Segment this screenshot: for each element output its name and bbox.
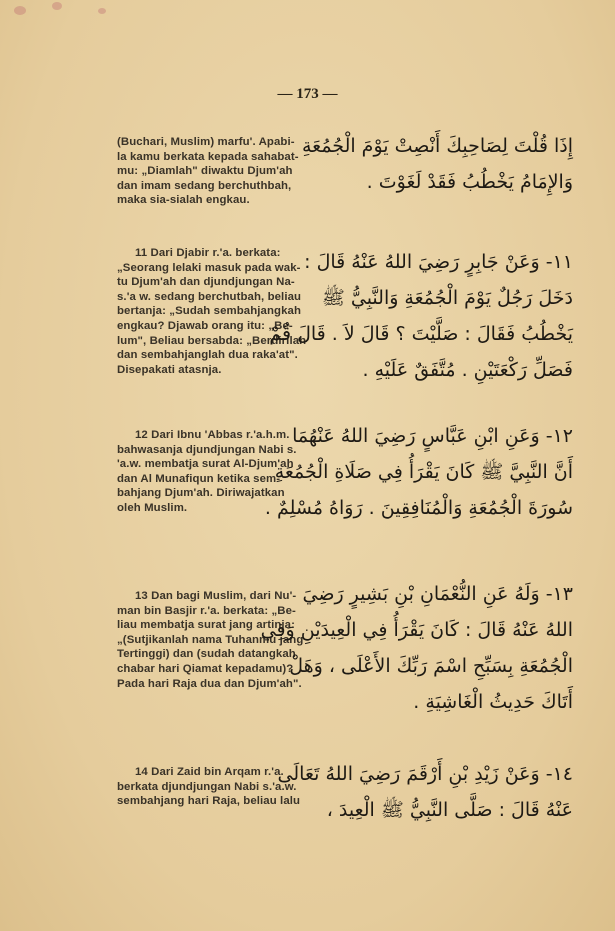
arabic-line: اللهُ عَنْهُ قَالَ : كَانَ يَقْرَأُ فِي الْعِيدَيْنِ وَفِي [260,619,573,641]
arabic-text [260,576,573,720]
text-line: (Buchari, Muslim) marfu'. Apabi- [117,136,295,148]
arabic-line: ١٢- وَعَنِ ابْنِ عَبَّاسٍ رَضِيَ اللهُ عَنْهُمَا [292,425,573,447]
hadith-number-line: 14 Dari Zaid bin Arqam r.'a. [135,766,284,778]
arabic-line: ١١- وَعَنْ جَابِرٍ رَضِيَ اللهُ عَنْهُ قَالَ : [304,251,573,273]
text-line: dan Al Munafiqun ketika sem- [117,472,281,485]
arabic-line: وَالإِمَامُ يَخْطُبُ فَقَدْ لَغَوْتَ . [366,171,573,193]
arabic-line: سُورَةَ الْجُمُعَةِ وَالْمُنَافِقِينَ . رَوَاهُ مُسْلِمٌ . [264,497,573,519]
arabic-line: ١٣- وَلَهُ عَنِ النُّعْمَانِ بْنِ بَشِيرٍ رَضِيَ [302,583,573,605]
text-line: bahjang Djum'ah. Diriwajatkan [117,487,285,500]
page-number: — 173 — [277,86,338,102]
text-line: dan imam sedang berchuthbah, [117,179,292,192]
arabic-line: أَتَاكَ حَدِيثُ الْغَاشِيَةِ . [413,691,573,713]
arabic-text [264,418,573,526]
hadith-number-line: 13 Dan bagi Muslim, dari Nu'- [135,590,297,602]
page-stain [98,8,106,14]
text-line: 'a.w. membatja surat Al-Djum'ah [117,458,294,471]
text-line: tu Djum'ah dan djundjungan Na- [117,276,295,289]
text-line: bertanja: „Sudah sembahjangkah [117,305,302,318]
arabic-text [277,756,573,828]
arabic-line: عَنْهُ قَالَ : صَلَّى النَّبِيُّ ﷺ الْعِيدَ ، [326,799,573,821]
text-line: Pada hari Raja dua dan Djum'ah". [117,677,302,690]
text-line: dan sembahjanglah dua raka'at". [117,349,298,362]
text-line: s.'a w. sedang berchutbah, beliau [117,290,302,303]
text-line: oleh Muslim. [117,501,188,514]
text-line: engkau? Djawab orang itu: „Be- [117,319,293,332]
arabic-line: ١٤- وَعَنْ زَيْدِ بْنِ أَرْقَمَ رَضِيَ اللهُ تَعَالَى [277,763,573,785]
latin-translation [117,246,335,377]
page-stain [52,2,62,10]
arabic-text [269,244,573,388]
text-line: „Seorang lelaki masuk pada wak- [117,261,301,274]
arabic-line: دَخَلَ رَجُلٌ يَوْمَ الْجُمُعَةِ وَالنَّبِيُّ ﷺ [321,287,573,309]
text-line: la kamu berkata kepada sahabat- [117,150,299,163]
arabic-line: فَصَلِّ رَكْعَتَيْنِ . مُتَّفَقٌ عَلَيْهِ . [362,359,573,381]
arabic-line: إِذَا قُلْتَ لِصَاحِبِكَ أَنْصِتْ يَوْمَ الْجُمُعَةِ [301,135,573,157]
text-line: maka sia-sialah engkau. [117,194,250,207]
text-line: berkata djundjungan Nabi s.'a.w. [117,780,297,793]
text-line: lum", Beliau bersabda: „Berdirilah [117,334,307,347]
arabic-text [301,128,573,200]
text-line: „(Sutjikanlah nama Tuhanmu jang [117,633,304,646]
page-stain [14,6,26,15]
text-line: Tertinggi) dan (sudah datangkah [117,648,296,661]
text-line: man bin Basjir r.'a. berkata: „Be- [117,604,296,617]
text-line: chabar hari Qiamat kepadamu)? [117,662,294,675]
hadith-number-line: 12 Dari Ibnu 'Abbas r.'a.h.m. [135,429,290,441]
arabic-line: يَخْطُبُ فَقَالَ : صَلَّيْتَ ؟ قَالَ لاَ . قَالَ قُمْ [269,323,573,345]
hadith-number-line: 11 Dari Djabir r.'a. berkata: [135,247,281,259]
text-line: mu: „Diamlah" diwaktu Djum'ah [117,165,293,178]
text-line: sembahjang hari Raja, beliau lalu [117,795,301,808]
text-line: liau membatja surat jang artinja: [117,619,296,632]
arabic-line: الْجُمُعَةِ بِسَبِّحِ اسْمَ رَبِّكَ الأَعْلَى ، وَهَلْ [289,655,573,677]
text-line: bahwasanja djundjungan Nabi s. [117,443,297,456]
arabic-line: أَنَّ النَّبِيَّ ﷺ كَانَ يَقْرَأُ فِي صَلَاةِ الْجُمُعَةِ [274,461,573,483]
text-line: Disepakati atasnja. [117,363,222,376]
